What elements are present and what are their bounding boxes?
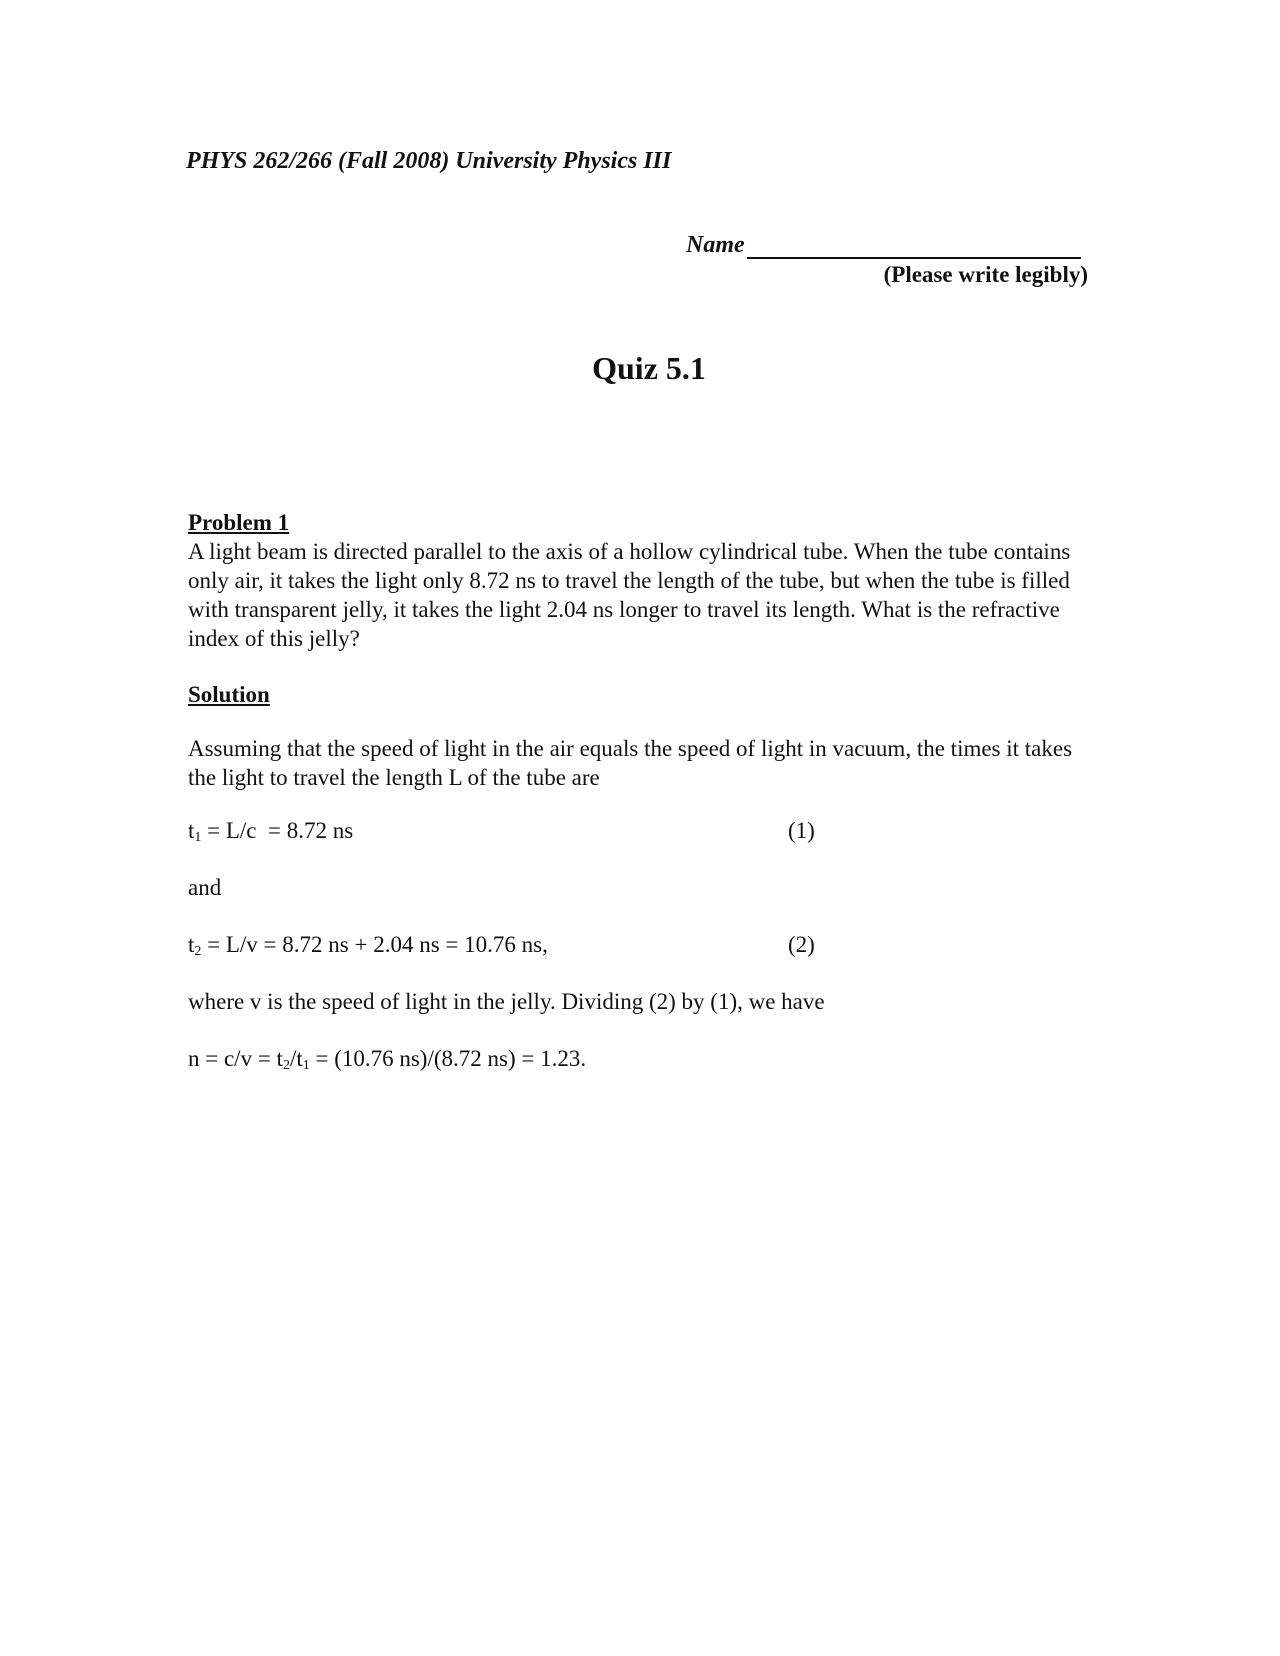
solution-connector: and <box>188 875 222 900</box>
eq3-prefix: n = c/v = t <box>188 1046 283 1071</box>
eq3-rest: = (10.76 ns)/(8.72 ns) = 1.23. <box>309 1046 587 1071</box>
eq3-sub-a: 2 <box>282 1058 290 1073</box>
course-header: PHYS 262/266 (Fall 2008) University Physics III <box>186 148 672 174</box>
equation-1 <box>188 816 818 852</box>
problem-text: A light beam is directed parallel to the axis of a hollow cylindrical tube. When the tube contains only air, it takes the light only 8.72 ns to travel the length of the tube, but when the tube is filled with transparent jelly, it takes the light 2.04 ns longer to travel its length. What is the refractive index of this jelly? <box>188 539 1071 651</box>
eq2-number: (2) <box>788 932 815 957</box>
eq3-mid: /t <box>289 1046 303 1071</box>
eq2-var: t <box>188 932 195 957</box>
eq2-sub: 2 <box>194 944 202 959</box>
eq1-var: t <box>188 818 195 843</box>
name-field-line <box>686 232 1081 259</box>
name-blank-line <box>747 235 1081 259</box>
eq1-sub: 1 <box>194 830 202 845</box>
eq2-rest: = L/v = 8.72 ns + 2.04 ns = 10.76 ns, <box>201 932 548 957</box>
solution-explanation: where v is the speed of light in the jelly. Dividing (2) by (1), we have <box>188 989 825 1014</box>
eq3-sub-b: 1 <box>302 1058 310 1073</box>
problem-heading: Problem 1 <box>188 510 290 535</box>
equation-2 <box>188 930 818 966</box>
legibility-note: (Please write legibly) <box>883 262 1088 287</box>
solution-heading: Solution <box>188 682 270 707</box>
equation-3 <box>188 1044 818 1080</box>
eq1-number: (1) <box>788 818 815 843</box>
quiz-title: Quiz 5.1 <box>592 350 706 386</box>
name-label: Name <box>686 232 745 258</box>
eq1-rest: = L/c = 8.72 ns <box>201 818 354 843</box>
solution-intro: Assuming that the speed of light in the air equals the speed of light in vacuum, the times it takes the light to travel the length L of the tube are <box>188 736 1073 790</box>
